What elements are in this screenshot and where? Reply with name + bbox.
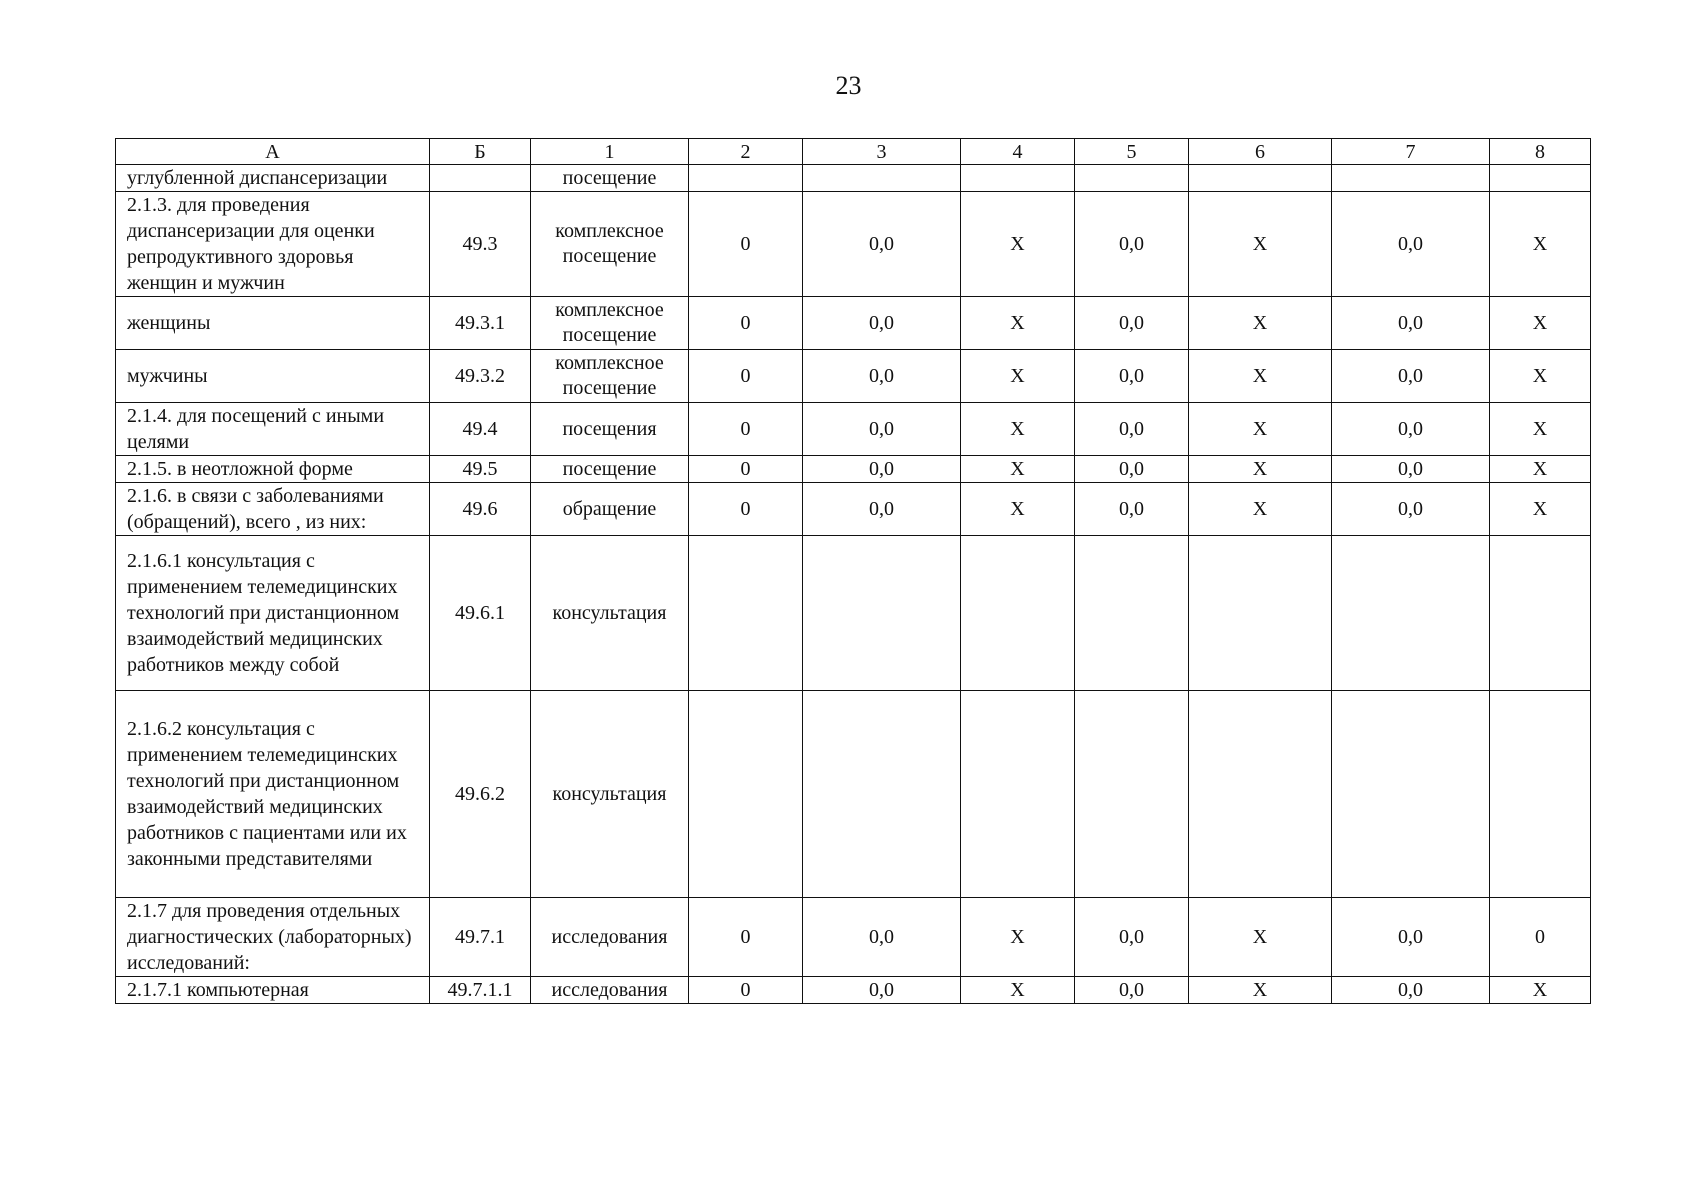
- table-row: [116, 898, 1591, 977]
- value-cell: [1490, 165, 1591, 192]
- row-code-cell: 49.6.2: [430, 691, 531, 898]
- value-cell: 0,0: [1332, 403, 1490, 456]
- value-cell: 0,0: [1332, 456, 1490, 483]
- value-cell: [1189, 165, 1332, 192]
- table-row: [116, 977, 1591, 1004]
- row-name-cell: 2.1.7.1 компьютерная: [116, 977, 430, 1004]
- row-unit-cell: посещение: [531, 165, 689, 192]
- value-cell: 0,0: [1332, 483, 1490, 536]
- value-cell: 0: [689, 403, 803, 456]
- value-cell: Х: [1490, 456, 1591, 483]
- value-cell: [1189, 536, 1332, 691]
- value-cell: 0,0: [1332, 350, 1490, 403]
- header-cell: 2: [689, 139, 803, 165]
- value-cell: Х: [1189, 898, 1332, 977]
- table-row: [116, 297, 1591, 350]
- value-cell: 0: [1490, 898, 1591, 977]
- row-name-cell: 2.1.5. в неотложной форме: [116, 456, 430, 483]
- row-unit-cell: консультация: [531, 536, 689, 691]
- value-cell: Х: [1490, 483, 1591, 536]
- header-cell: А: [116, 139, 430, 165]
- value-cell: [1075, 691, 1189, 898]
- value-cell: Х: [1189, 350, 1332, 403]
- value-cell: 0,0: [1075, 456, 1189, 483]
- header-cell: 1: [531, 139, 689, 165]
- header-cell: 3: [803, 139, 961, 165]
- value-cell: [961, 536, 1075, 691]
- row-name-cell: 2.1.3. для проведения диспансеризации для оценки репродуктивного здоровья женщин и мужчин: [116, 192, 430, 297]
- value-cell: Х: [961, 977, 1075, 1004]
- value-cell: [803, 536, 961, 691]
- value-cell: Х: [961, 456, 1075, 483]
- value-cell: Х: [961, 192, 1075, 297]
- row-name-cell: 2.1.6.2 консультация с применением телемедицинских технологий при дистанционном взаимодействий медицинских работников с пациентами или их законными представителями: [116, 691, 430, 898]
- value-cell: Х: [961, 403, 1075, 456]
- row-code-cell: 49.7.1: [430, 898, 531, 977]
- value-cell: 0,0: [1075, 483, 1189, 536]
- value-cell: 0,0: [803, 297, 961, 350]
- row-name-cell: углубленной диспансеризации: [116, 165, 430, 192]
- row-unit-cell: исследования: [531, 977, 689, 1004]
- table-row: [116, 403, 1591, 456]
- value-cell: Х: [1189, 403, 1332, 456]
- value-cell: Х: [961, 297, 1075, 350]
- value-cell: 0: [689, 898, 803, 977]
- value-cell: Х: [1490, 297, 1591, 350]
- row-unit-cell: исследования: [531, 898, 689, 977]
- value-cell: Х: [961, 898, 1075, 977]
- row-code-cell: 49.5: [430, 456, 531, 483]
- value-cell: 0,0: [1332, 297, 1490, 350]
- value-cell: [1332, 691, 1490, 898]
- row-unit-cell: консультация: [531, 691, 689, 898]
- row-code-cell: 49.6: [430, 483, 531, 536]
- row-unit-cell: комплексное посещение: [531, 192, 689, 297]
- value-cell: 0,0: [803, 192, 961, 297]
- row-code-cell: 49.7.1.1: [430, 977, 531, 1004]
- table-row: [116, 483, 1591, 536]
- value-cell: Х: [1490, 977, 1591, 1004]
- value-cell: 0: [689, 350, 803, 403]
- row-name-cell: женщины: [116, 297, 430, 350]
- value-cell: 0,0: [1075, 403, 1189, 456]
- value-cell: 0,0: [1075, 192, 1189, 297]
- value-cell: Х: [961, 350, 1075, 403]
- value-cell: [961, 691, 1075, 898]
- row-name-cell: мужчины: [116, 350, 430, 403]
- row-name-cell: 2.1.6.1 консультация с применением телемедицинских технологий при дистанционном взаимодействий медицинских работников между собой: [116, 536, 430, 691]
- data-table: [115, 138, 1591, 1004]
- value-cell: 0,0: [1075, 297, 1189, 350]
- header-cell: 8: [1490, 139, 1591, 165]
- table-row: [116, 192, 1591, 297]
- row-code-cell: 49.3: [430, 192, 531, 297]
- value-cell: Х: [1490, 403, 1591, 456]
- value-cell: Х: [1189, 297, 1332, 350]
- row-name-cell: 2.1.4. для посещений с иными целями: [116, 403, 430, 456]
- row-code-cell: 49.3.2: [430, 350, 531, 403]
- value-cell: 0: [689, 483, 803, 536]
- value-cell: 0: [689, 456, 803, 483]
- value-cell: 0,0: [1332, 898, 1490, 977]
- value-cell: 0,0: [803, 403, 961, 456]
- value-cell: Х: [1189, 483, 1332, 536]
- value-cell: Х: [1490, 192, 1591, 297]
- header-cell: 5: [1075, 139, 1189, 165]
- table-row: [116, 350, 1591, 403]
- row-code-cell: 49.3.1: [430, 297, 531, 350]
- row-code-cell: [430, 165, 531, 192]
- value-cell: 0: [689, 192, 803, 297]
- row-unit-cell: комплексное посещение: [531, 350, 689, 403]
- value-cell: 0,0: [1075, 977, 1189, 1004]
- value-cell: 0,0: [1332, 192, 1490, 297]
- value-cell: Х: [1490, 350, 1591, 403]
- table-row: [116, 691, 1591, 898]
- value-cell: 0,0: [803, 456, 961, 483]
- value-cell: 0: [689, 297, 803, 350]
- header-cell: 6: [1189, 139, 1332, 165]
- row-unit-cell: посещения: [531, 403, 689, 456]
- value-cell: 0,0: [803, 483, 961, 536]
- value-cell: [803, 691, 961, 898]
- row-unit-cell: посещение: [531, 456, 689, 483]
- header-cell: Б: [430, 139, 531, 165]
- header-cell: 7: [1332, 139, 1490, 165]
- row-unit-cell: обращение: [531, 483, 689, 536]
- table-header-row: [116, 139, 1591, 165]
- value-cell: Х: [961, 483, 1075, 536]
- value-cell: 0,0: [803, 350, 961, 403]
- table-row: [116, 165, 1591, 192]
- value-cell: Х: [1189, 456, 1332, 483]
- value-cell: [1189, 691, 1332, 898]
- value-cell: 0,0: [1075, 898, 1189, 977]
- value-cell: [803, 165, 961, 192]
- value-cell: [961, 165, 1075, 192]
- value-cell: [689, 536, 803, 691]
- value-cell: 0,0: [803, 977, 961, 1004]
- value-cell: [1490, 691, 1591, 898]
- value-cell: 0: [689, 977, 803, 1004]
- row-code-cell: 49.4: [430, 403, 531, 456]
- value-cell: 0,0: [1075, 350, 1189, 403]
- value-cell: 0,0: [1332, 977, 1490, 1004]
- table-row: [116, 536, 1591, 691]
- value-cell: [1332, 165, 1490, 192]
- value-cell: Х: [1189, 192, 1332, 297]
- value-cell: 0,0: [803, 898, 961, 977]
- value-cell: [1075, 165, 1189, 192]
- row-code-cell: 49.6.1: [430, 536, 531, 691]
- row-unit-cell: комплексное посещение: [531, 297, 689, 350]
- header-cell: 4: [961, 139, 1075, 165]
- value-cell: [1332, 536, 1490, 691]
- row-name-cell: 2.1.6. в связи с заболеваниями (обращений), всего , из них:: [116, 483, 430, 536]
- value-cell: [1490, 536, 1591, 691]
- value-cell: [1075, 536, 1189, 691]
- value-cell: [689, 165, 803, 192]
- page-number: 23: [835, 71, 862, 100]
- value-cell: [689, 691, 803, 898]
- table-row: [116, 456, 1591, 483]
- row-name-cell: 2.1.7 для проведения отдельных диагностических (лабораторных) исследований:: [116, 898, 430, 977]
- value-cell: Х: [1189, 977, 1332, 1004]
